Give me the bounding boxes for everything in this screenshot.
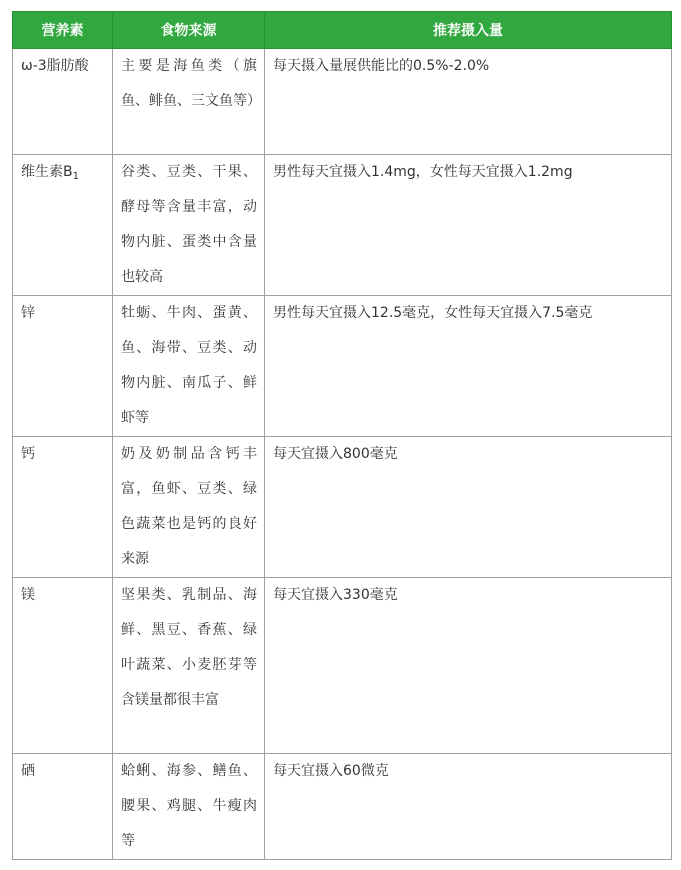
food-source-cell: 主要是海鱼类（旗鱼、鲱鱼、三文鱼等） (113, 49, 265, 155)
food-source-cell: 谷类、豆类、干果、酵母等含量丰富，动物内脏、蛋类中含量也较高 (113, 155, 265, 296)
nutrient-label: 维生素B (21, 164, 73, 180)
nutrient-label: 镁 (21, 587, 35, 603)
header-food-source: 食物来源 (113, 12, 265, 49)
table-row (13, 578, 672, 754)
nutrient-cell (13, 49, 113, 155)
table-header (13, 12, 672, 49)
intake-cell: 男性每天宜摄入12.5毫克，女性每天宜摄入7.5毫克 (265, 296, 672, 437)
table-row (13, 296, 672, 437)
nutrient-table (12, 11, 672, 860)
nutrient-label: 锌 (21, 305, 35, 321)
table-row (13, 155, 672, 296)
intake-cell: 男性每天宜摄入1.4mg，女性每天宜摄入1.2mg (265, 155, 672, 296)
table-row (13, 437, 672, 578)
nutrient-subscript: 1 (72, 171, 79, 182)
food-source-cell: 牡蛎、牛肉、蛋黄、鱼、海带、豆类、动物内脏、南瓜子、鲜虾等 (113, 296, 265, 437)
food-source-cell: 奶及奶制品含钙丰富，鱼虾、豆类、绿色蔬菜也是钙的良好来源 (113, 437, 265, 578)
nutrient-cell (13, 437, 113, 578)
nutrient-label: 钙 (21, 446, 35, 462)
nutrient-cell (13, 296, 113, 437)
intake-cell: 每天宜摄入330毫克 (265, 578, 672, 754)
nutrient-cell (13, 155, 113, 296)
table-row (13, 754, 672, 860)
table-body (13, 49, 672, 860)
intake-cell: 每天摄入量展供能比的0.5%-2.0% (265, 49, 672, 155)
intake-cell: 每天宜摄入800毫克 (265, 437, 672, 578)
header-recommended-intake: 推荐摄入量 (265, 12, 672, 49)
nutrient-label: ω-3脂肪酸 (21, 58, 89, 74)
food-source-cell: 坚果类、乳制品、海鲜、黑豆、香蕉、绿叶蔬菜、小麦胚芽等含镁量都很丰富 (113, 578, 265, 754)
nutrient-label: 硒 (21, 763, 35, 779)
header-row (13, 12, 672, 49)
nutrient-cell (13, 578, 113, 754)
nutrient-cell (13, 754, 113, 860)
intake-cell: 每天宜摄入60微克 (265, 754, 672, 860)
header-nutrient: 营养素 (13, 12, 113, 49)
table-row (13, 49, 672, 155)
food-source-cell: 蛤蜊、海参、鳝鱼、腰果、鸡腿、牛瘦肉等 (113, 754, 265, 860)
